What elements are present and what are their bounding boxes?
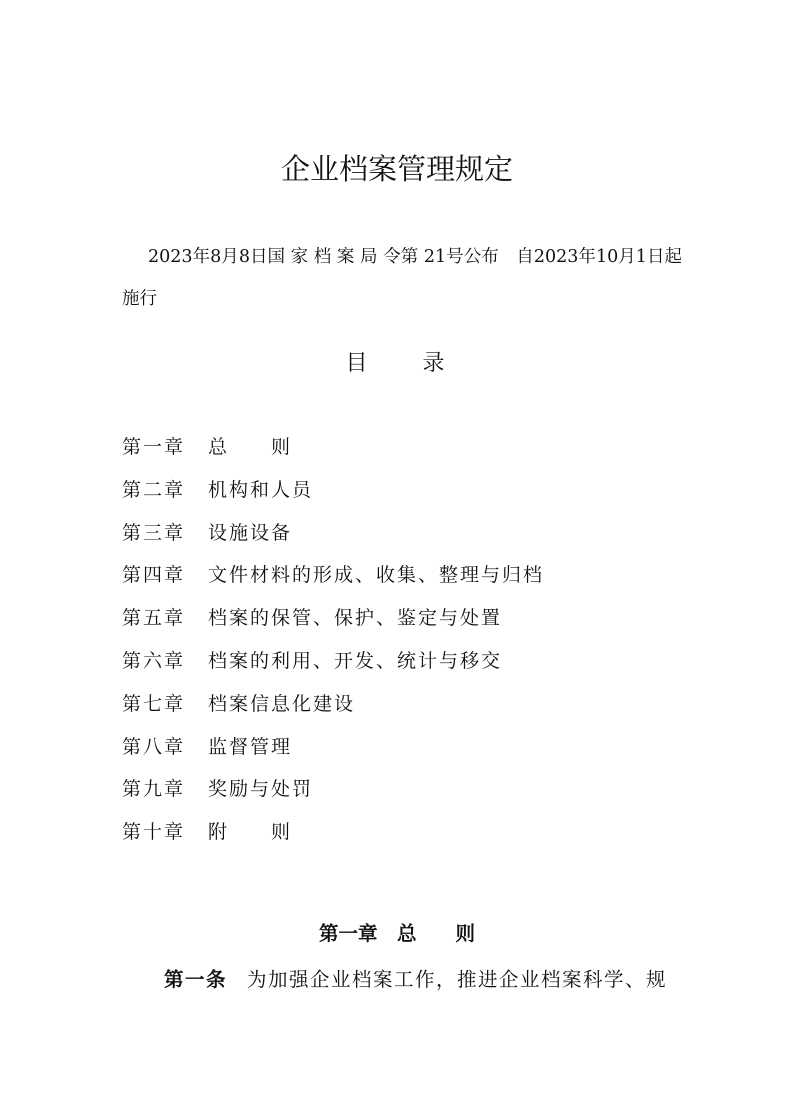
document-title: 企业档案管理规定 (280, 152, 513, 187)
toc-chapter-number: 第一章 (122, 436, 186, 458)
toc-chapter-number: 第七章 (122, 692, 186, 715)
article-number: 第一条 (164, 967, 228, 991)
toc-chapter-title: 档案的利用、开发、统计与移交 (208, 649, 503, 672)
toc-chapter-title: 设施设备 (208, 521, 293, 544)
toc-item (122, 475, 544, 518)
toc-heading: 目 录 (345, 351, 469, 376)
toc-chapter-number: 第八章 (122, 735, 186, 758)
toc-chapter-title: 机构和人员 (208, 478, 314, 501)
toc-chapter-title: 奖励与处罚 (208, 778, 314, 801)
toc-item (122, 560, 544, 603)
toc-item (122, 689, 544, 732)
toc-item (122, 518, 544, 561)
toc-chapter-title: 文件材料的形成、收集、整理与归档 (208, 564, 545, 587)
toc-item (122, 603, 544, 646)
toc-item (122, 432, 544, 475)
toc-item (122, 646, 544, 689)
toc-chapter-title: 附 则 (208, 821, 293, 844)
toc-chapter-title: 总 则 (208, 436, 293, 458)
toc-chapter-title: 档案的保管、保护、鉴定与处置 (208, 607, 503, 630)
toc-item (122, 732, 544, 775)
toc-item (122, 774, 544, 817)
table-of-contents (122, 432, 544, 860)
toc-item (122, 817, 544, 860)
toc-chapter-number: 第二章 (122, 478, 186, 501)
chapter-heading: 第一章 总 则 (318, 922, 475, 946)
article-text: 为加强企业档案工作，推进企业档案科学、规 (247, 967, 668, 991)
toc-chapter-title: 档案信息化建设 (208, 692, 356, 715)
toc-chapter-title: 监督管理 (208, 735, 293, 758)
toc-chapter-number: 第四章 (122, 564, 186, 587)
toc-chapter-number: 第十章 (122, 821, 186, 844)
toc-chapter-number: 第五章 (122, 607, 186, 630)
toc-chapter-number: 第六章 (122, 649, 186, 672)
article-paragraph (164, 964, 684, 992)
publication-note: 2023年8月8日国 家 档 案 局 令第 21号公布 自2023年10月1日起施行 (122, 246, 682, 309)
toc-chapter-number: 第九章 (122, 778, 186, 801)
toc-chapter-number: 第三章 (122, 521, 186, 544)
